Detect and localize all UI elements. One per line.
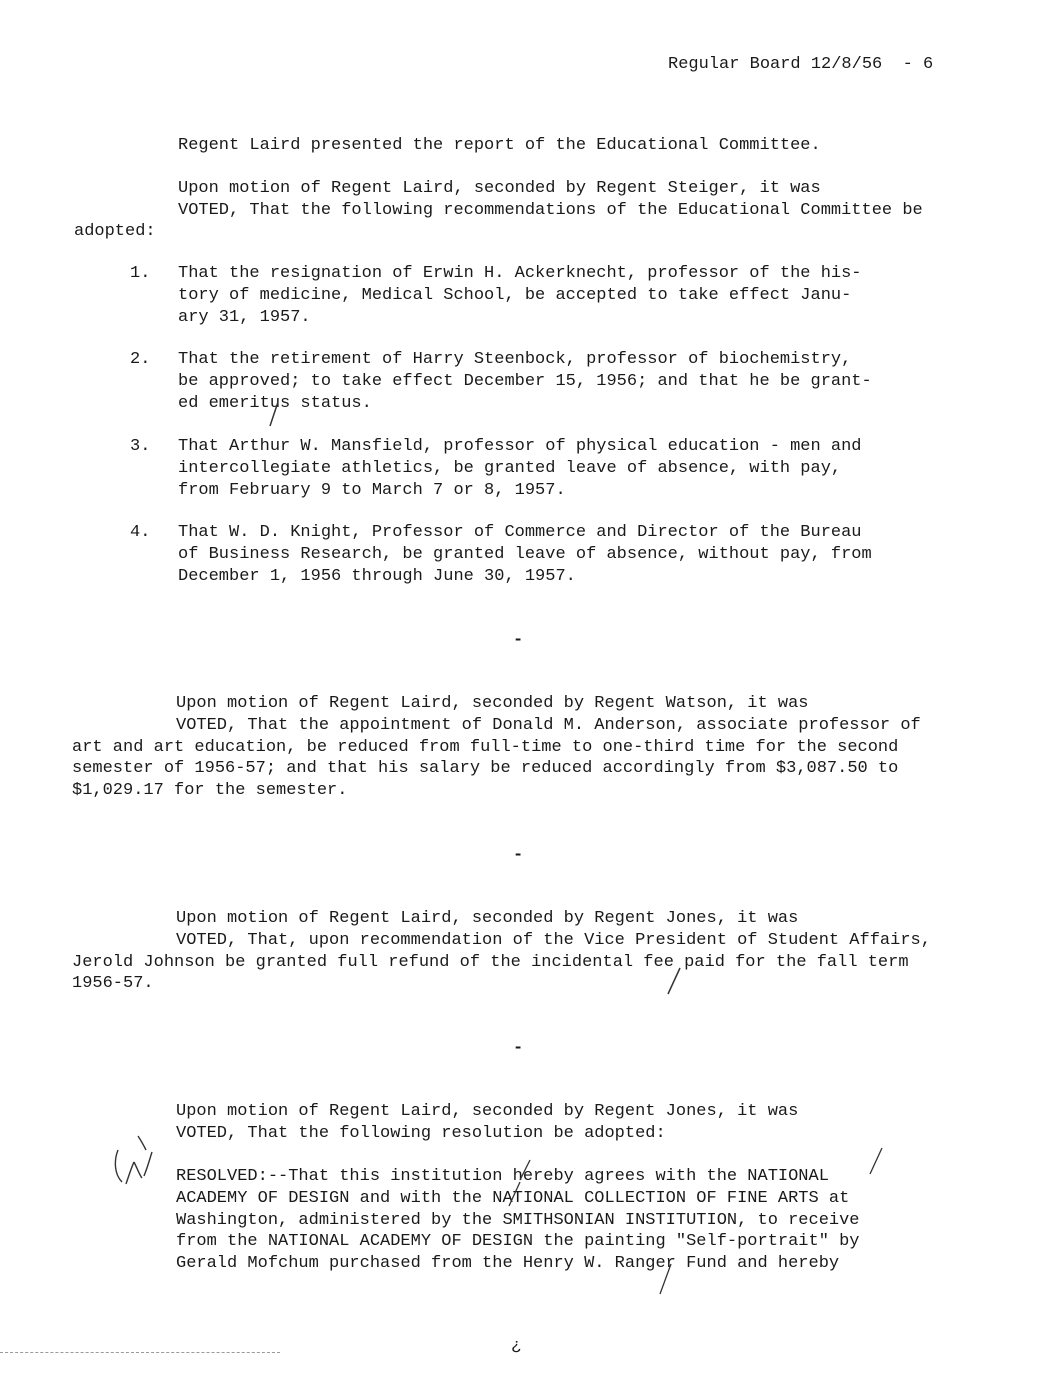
item-line: from February 9 to March 7 or 8, 1957. — [178, 481, 566, 500]
voted-line: VOTED, That the appointment of Donald M. Anderson, associate professor of — [176, 716, 921, 735]
section-separator: - — [513, 1039, 524, 1058]
section-separator: - — [513, 846, 524, 865]
item-line: That the retirement of Harry Steenbock, professor of biochemistry, — [178, 350, 852, 369]
resolution-line: RESOLVED:--That this institution hereby agrees with the NATIONAL — [176, 1167, 829, 1186]
page-footer-mark: ¿ — [511, 1337, 522, 1356]
voted-line: VOTED, That the following resolution be adopted: — [176, 1124, 666, 1143]
handwritten-initials-mark — [104, 1126, 164, 1196]
voted-line: VOTED, That, upon recommendation of the Vice President of Student Affairs, — [176, 931, 931, 950]
resolution-line: Gerald Mofchum purchased from the Henry W. Ranger Fund and hereby — [176, 1254, 840, 1273]
item-line: That the resignation of Erwin H. Ackerknecht, professor of the his- — [178, 264, 862, 283]
handwritten-tick-mark — [866, 1146, 886, 1176]
item-number: 2. — [130, 350, 151, 369]
motion-line: Upon motion of Regent Laird, seconded by Regent Watson, it was — [176, 694, 809, 713]
body-line: semester of 1956-57; and that his salary be reduced accordingly from $3,087.50 to — [72, 759, 899, 778]
handwritten-tick-mark — [664, 966, 684, 996]
item-line: ed emeritus status. — [178, 394, 372, 413]
intro-motion-line: Upon motion of Regent Laird, seconded by Regent Steiger, it was — [178, 179, 821, 198]
scan-edge-rule — [0, 1352, 280, 1353]
body-line: 1956-57. — [72, 974, 154, 993]
intro-voted-line: VOTED, That the following recommendations of the Educational Committee be — [178, 201, 923, 220]
handwritten-tick-mark — [516, 1158, 536, 1182]
item-number: 3. — [130, 437, 151, 456]
motion-line: Upon motion of Regent Laird, seconded by Regent Jones, it was — [176, 909, 799, 928]
intro-adopted-line: adopted: — [74, 222, 156, 241]
item-line: ary 31, 1957. — [178, 308, 311, 327]
resolution-line: ACADEMY OF DESIGN and with the NATIONAL COLLECTION OF FINE ARTS at — [176, 1189, 850, 1208]
item-line: That Arthur W. Mansfield, professor of physical education - men and — [178, 437, 862, 456]
body-line: art and art education, be reduced from full-time to one-third time for the second — [72, 738, 899, 757]
resolution-line: Washington, administered by the SMITHSONIAN INSTITUTION, to receive — [176, 1211, 860, 1230]
handwritten-tick-mark — [505, 1180, 525, 1208]
item-number: 4. — [130, 523, 151, 542]
body-line: $1,029.17 for the semester. — [72, 781, 348, 800]
item-number: 1. — [130, 264, 151, 283]
handwritten-tick-mark — [656, 1262, 676, 1296]
item-line: December 1, 1956 through June 30, 1957. — [178, 567, 576, 586]
item-line: tory of medicine, Medical School, be accepted to take effect Janu- — [178, 286, 852, 305]
item-line: intercollegiate athletics, be granted leave of absence, with pay, — [178, 459, 842, 478]
page-header: Regular Board 12/8/56 - 6 — [668, 55, 934, 74]
section-separator: - — [513, 631, 524, 650]
body-line: Jerold Johnson be granted full refund of the incidental fee paid for the fall term — [72, 953, 909, 972]
resolution-line: from the NATIONAL ACADEMY OF DESIGN the painting "Self-portrait" by — [176, 1232, 860, 1251]
motion-line: Upon motion of Regent Laird, seconded by Regent Jones, it was — [176, 1102, 799, 1121]
handwritten-tick-mark — [264, 400, 284, 430]
intro-report-line: Regent Laird presented the report of the Educational Committee. — [178, 136, 821, 155]
item-line: That W. D. Knight, Professor of Commerce and Director of the Bureau — [178, 523, 862, 542]
item-line: of Business Research, be granted leave of absence, without pay, from — [178, 545, 872, 564]
item-line: be approved; to take effect December 15, 1956; and that he be grant- — [178, 372, 872, 391]
